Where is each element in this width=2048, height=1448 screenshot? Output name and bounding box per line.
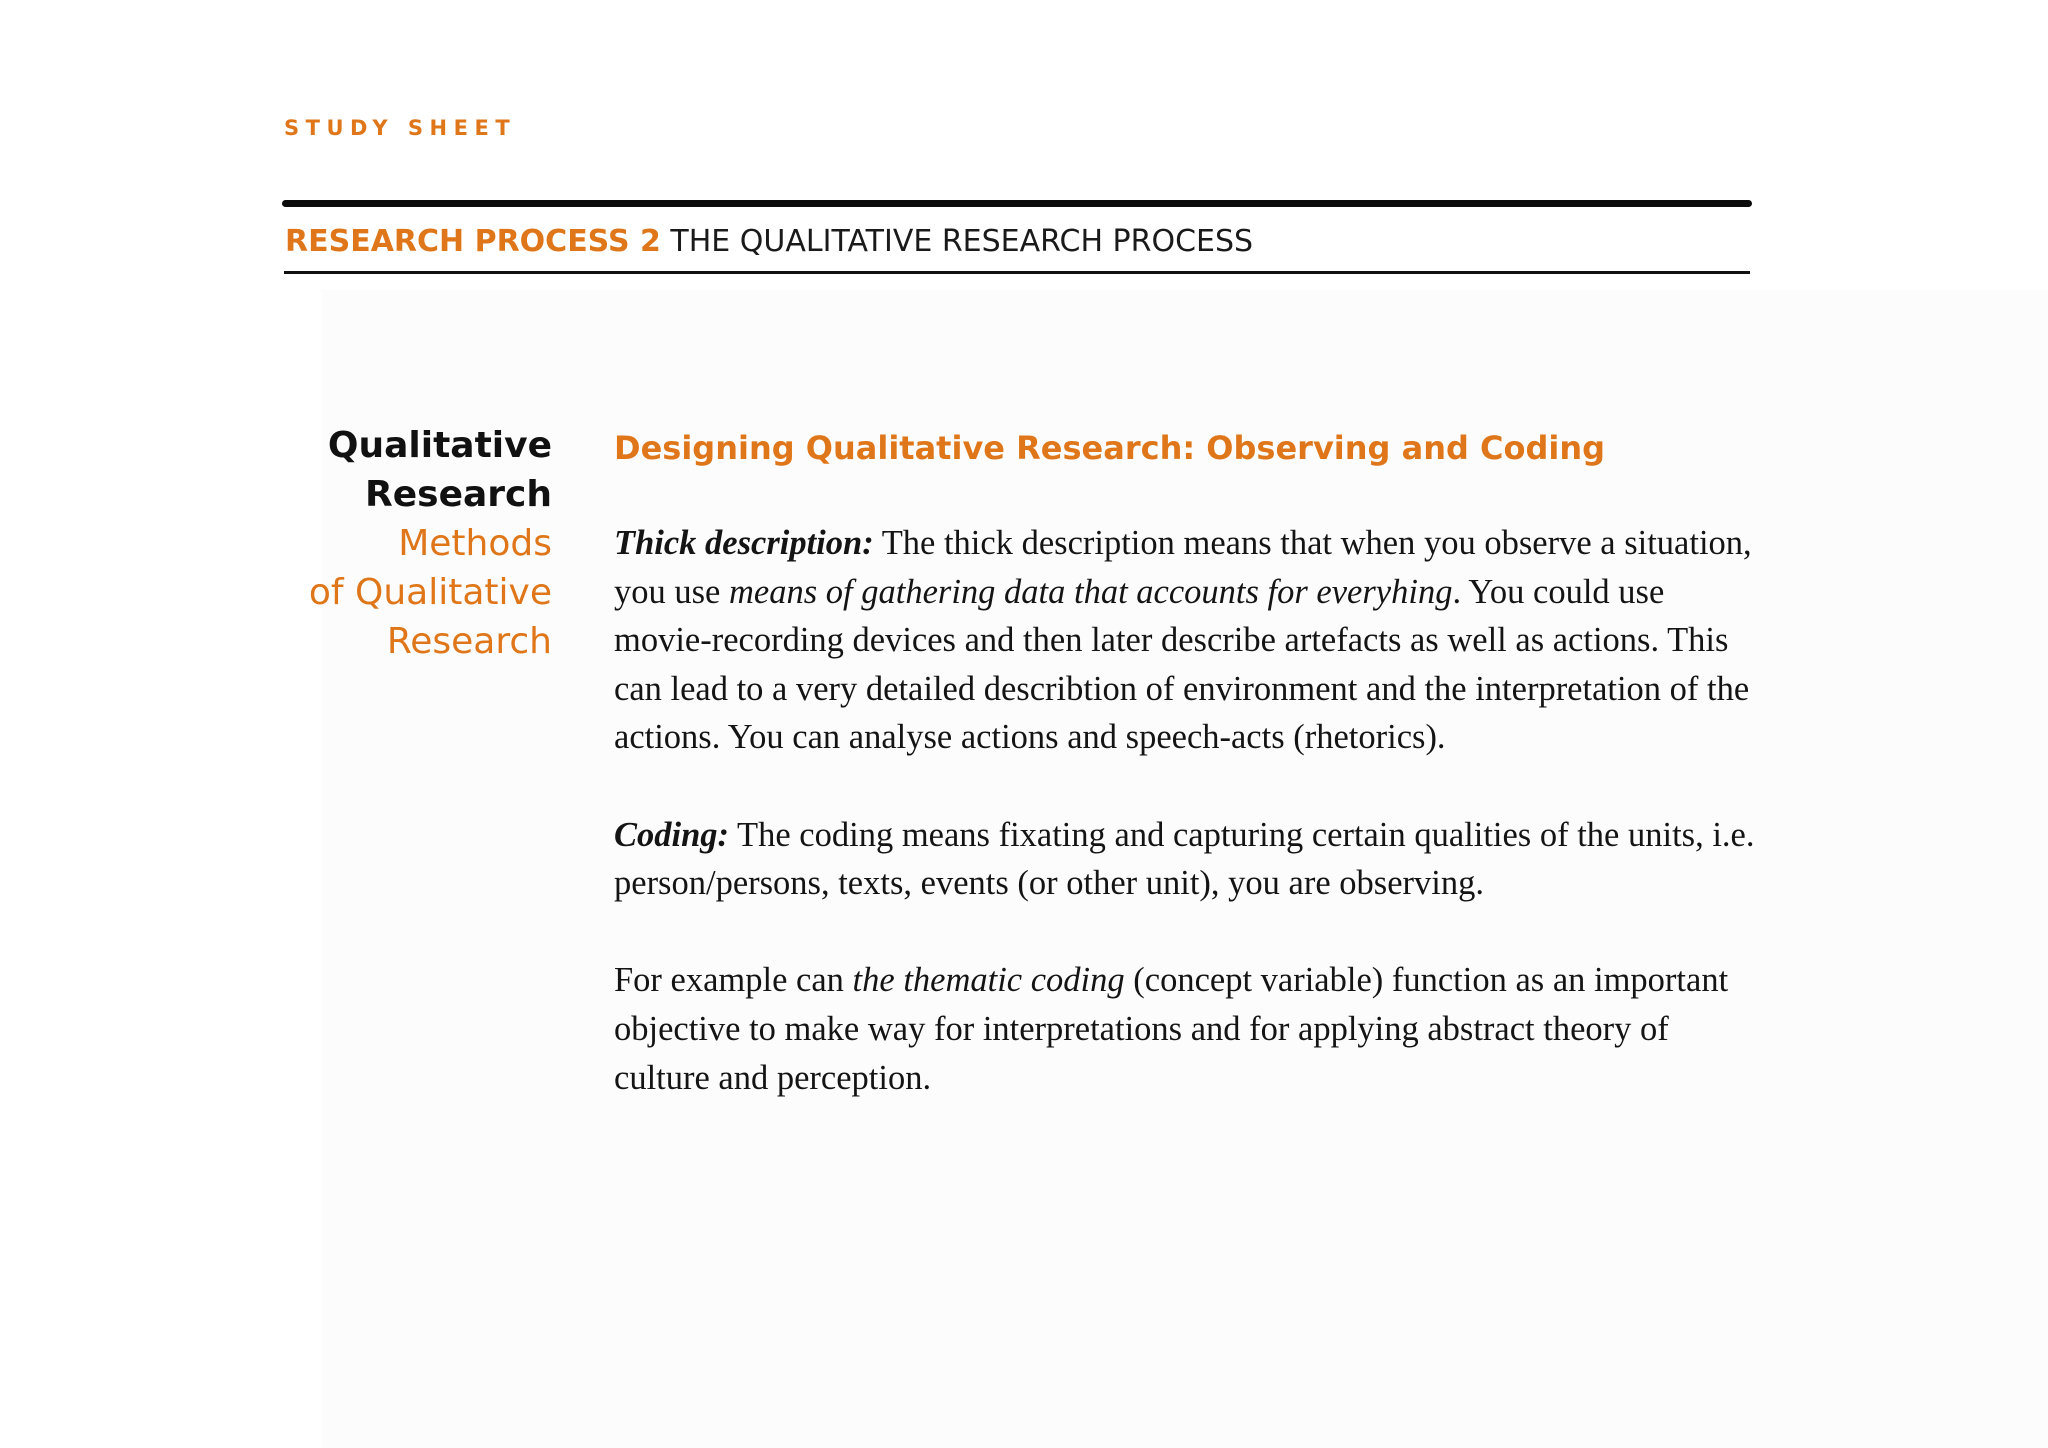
thick-description-paragraph [614,519,1764,762]
study-sheet-label: STUDY SHEET [284,116,517,140]
thick-description-text-a: The thick description means that when you observe a situation, you use [614,524,1752,611]
spacer [614,762,1764,811]
example-paragraph [614,956,1764,1102]
content-heading: Designing Qualitative Research: Observing and Coding [614,429,1606,467]
subtopic-line-2: of Qualitative [308,572,552,613]
section-title [285,221,1253,263]
thick-description-text-b: . You could use movie-recording devices and then later describe artefacts as well as actions. This can lead to a very detailed describtion of environment and the interpretation of the actions. You can analyse actions and speech-acts (rhetorics). [614,572,1750,757]
coding-text: The coding means fixating and capturing certain qualities of the units, i.e. person/persons, texts, events (or other unit), you are observing. [614,815,1755,903]
example-emphasis: the thematic coding [852,961,1125,1000]
main-content [614,421,1764,1102]
section-title-text: THE QUALITATIVE RESEARCH PROCESS [670,224,1254,259]
spacer [614,475,1764,519]
thick-description-emphasis: means of gathering data that accounts for everyhing [729,572,1453,611]
topic-line-1: Qualitative [327,425,552,466]
coding-paragraph [614,811,1764,908]
spacer [614,908,1764,957]
topic-line-2: Research [365,474,552,515]
subtopic-line-1: Methods [398,523,552,564]
header-rule-bottom [284,271,1750,274]
example-text-a: For example can [614,961,853,1000]
sidebar-topic [270,421,552,666]
coding-term: Coding: [614,815,730,854]
example-text-b: (concept variable) function as an important objective to make way for interpretations and for applying abstract theory of culture and perception. [614,961,1729,1097]
subtopic-line-3: Research [386,621,552,662]
header-rule-top [282,200,1752,207]
thick-description-term: Thick description: [614,524,874,562]
section-number: RESEARCH PROCESS 2 [285,224,661,259]
